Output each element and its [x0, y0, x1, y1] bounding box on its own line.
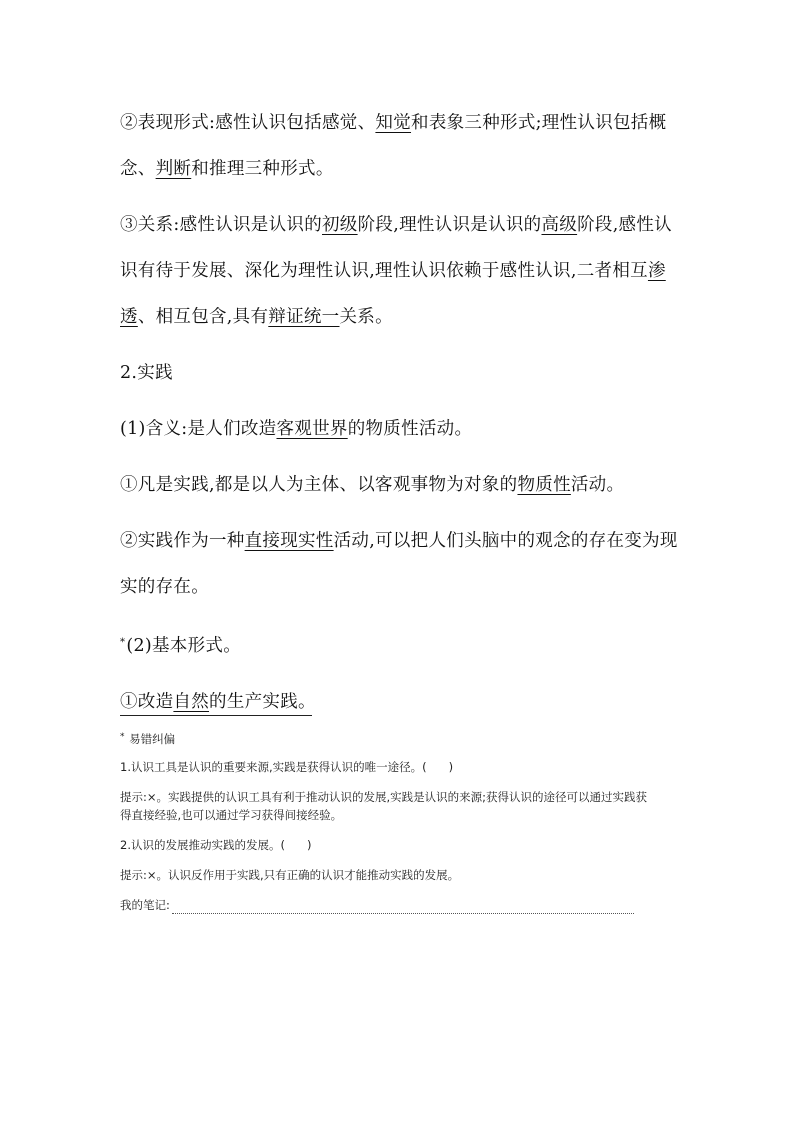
- paragraph-point-2: [120, 518, 680, 610]
- text: 2.认识的发展推动实践的发展。(: [120, 838, 285, 852]
- question-1: [120, 758, 650, 776]
- paragraph-forms: [120, 100, 680, 192]
- text: 、相互包含,具有: [137, 307, 269, 327]
- main-text: [120, 100, 680, 735]
- text: 的生产实践。: [209, 692, 316, 712]
- paragraph-definition: [120, 406, 680, 452]
- text: ①改造: [120, 692, 174, 712]
- paragraph-basic-forms: [120, 620, 680, 669]
- notes-row: [120, 896, 650, 914]
- answer-2: 提示:×。认识反作用于实践,只有正确的认识才能推动实践的发展。: [120, 868, 460, 882]
- underlined-term: 高级: [541, 215, 578, 235]
- underlined-term: 辩证统一: [268, 307, 340, 327]
- text: 阶段,感性认识有待于发展、深化为理性认识,理性认识依赖于感性认识,二者相互: [120, 215, 672, 281]
- underlined-term: 初级: [322, 215, 358, 235]
- paragraph-relation: [120, 202, 680, 340]
- text: (1)含义:是人们改造: [120, 419, 277, 439]
- text: 1.认识工具是认识的重要来源,实践是获得认识的唯一途径。(: [120, 760, 427, 774]
- text: 阶段,理性认识是认识的: [357, 215, 542, 235]
- footnote-section: [120, 728, 650, 926]
- underlined-term: 自然: [173, 692, 210, 712]
- underlined-term: 判断: [155, 159, 192, 179]
- footnote-marker: *: [120, 732, 125, 742]
- paragraph-point-1: [120, 462, 680, 508]
- section-heading: 2.实践: [120, 363, 173, 383]
- text: ③关系:感性认识是认识的: [120, 215, 322, 235]
- text: ②实践作为一种: [120, 531, 245, 551]
- underlined-term: 物质性: [517, 475, 571, 495]
- notes-line[interactable]: [172, 901, 634, 914]
- notes-label: 我的笔记:: [120, 898, 170, 912]
- footnote-marker: *: [120, 637, 126, 648]
- text: 关系。: [339, 307, 393, 327]
- answer-1: 提示:×。实践提供的认识工具有利于推动认识的发展,实践是认识的来源;获得认识的途径可以通过实践获得直接经验,也可以通过学习获得间接经验。: [120, 790, 648, 822]
- text: ①凡是实践,都是以人为主体、以客观事物为对象的: [120, 475, 518, 495]
- text: 易错纠偏: [129, 732, 176, 746]
- underlined-term: 渗透: [120, 261, 666, 327]
- text: ②表现形式:感性认识包括感觉、: [120, 113, 376, 133]
- text: 活动。: [570, 475, 625, 495]
- text: ): [448, 760, 454, 774]
- underlined-term: 客观世界: [276, 419, 348, 439]
- text: 和推理三种形式。: [191, 159, 334, 179]
- text: 和表象三种形式;理性认识包括概念、: [120, 113, 667, 179]
- footnote-divider: [120, 715, 312, 716]
- paragraph-production: [120, 679, 680, 725]
- text: 活动,可以把人们头脑中的观念的存在变为现实的存在。: [120, 531, 678, 597]
- underlined-term: 直接现实性: [244, 531, 334, 551]
- text: 的物质性活动。: [347, 419, 473, 439]
- text: (2)基本形式。: [126, 636, 242, 656]
- footnote-title: [120, 728, 650, 748]
- underlined-term: 知觉: [375, 113, 412, 133]
- question-2: [120, 836, 650, 854]
- text: ): [306, 838, 312, 852]
